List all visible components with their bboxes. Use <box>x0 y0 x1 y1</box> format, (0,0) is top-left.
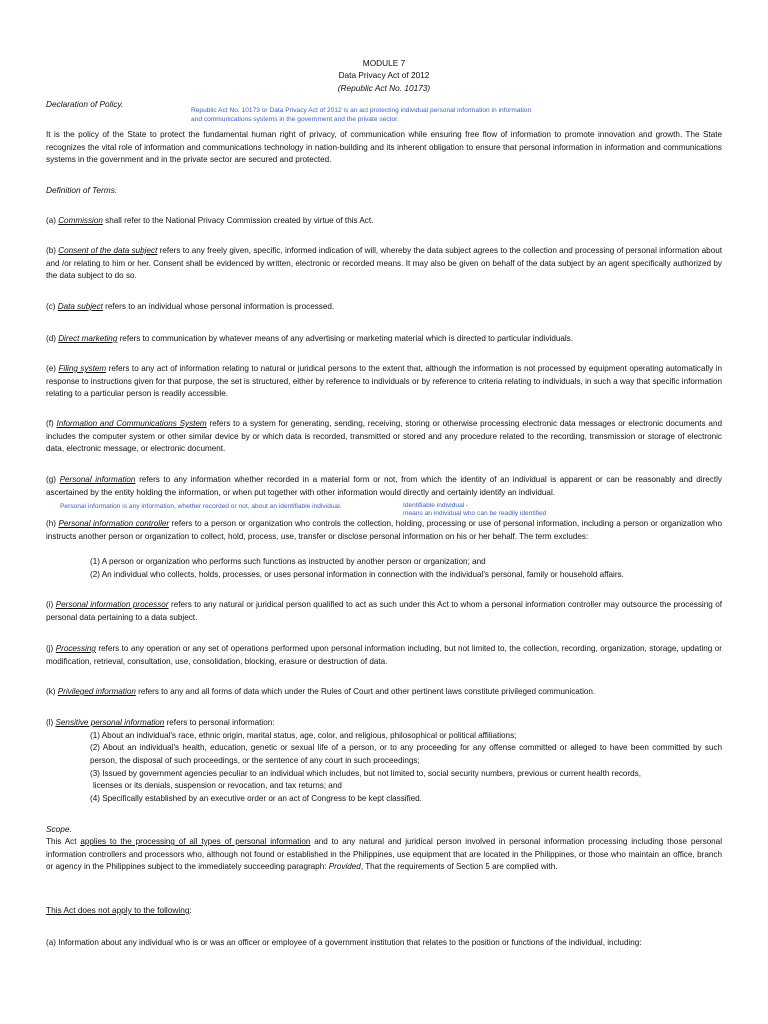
definition-k: (k) Privileged information refers to any and all forms of data which under the Rules of Court and other pertinent laws constitute privileged communication. <box>46 687 596 696</box>
identifiable-annotation-line2: means an individual who can be readily identified <box>403 510 547 517</box>
definition-l-item-3: (3) Issued by government agencies peculiar to an individual which includes, but not limited to, social security numbers, previous or current health records, <box>90 769 641 778</box>
term-filing-system: Filing system <box>58 364 107 373</box>
scope-heading: Scope. <box>46 824 72 834</box>
definition-a: (a) Commission shall refer to the National Privacy Commission created by virtue of this Act. <box>46 216 374 225</box>
personal-info-annotation: Personal information is any information, whether recorded or not, about an identifiable individual. <box>60 503 342 510</box>
definition-d: (d) Direct marketing refers to communication by whatever means of any advertising or marketing material which is directed to particular individuals. <box>46 334 573 343</box>
declaration-annotation-line1: Republic Act No. 10173 or Data Privacy Act of 2012 is an act protecting individual personal information in information <box>191 107 532 114</box>
term-commission: Commission <box>58 216 103 225</box>
definition-l-item-3-cont: licenses or its denials, suspension or revocation, and tax returns; and <box>93 781 342 790</box>
scope-underlined: applies to the processing of all types of personal information <box>80 837 311 846</box>
definition-l-item-4: (4) Specifically established by an executive order or an act of Congress to be kept classified. <box>90 794 422 803</box>
page-subtitle: (Republic Act No. 10173) <box>337 83 431 93</box>
definition-h: (h) Personal information controller refers to a person or organization who controls the collection, holding, processing or use of personal information, including a person or organization who instructs another person or organization to collect, hold, process, use, transfer or disclose personal information on his or her behalf. The term excludes: <box>46 519 722 541</box>
term-pic: Personal information controller <box>58 519 170 528</box>
definitions-heading: Definition of Terms. <box>46 185 118 195</box>
declaration-annotation-line2: and communications systems in the government and the private sector. <box>191 116 399 123</box>
identifiable-annotation-line1: Identifiable individual - <box>403 502 469 509</box>
definition-h-item-2: (2) An individual who collects, holds, processes, or uses personal information in connection with the individual's personal, family or household affairs. <box>90 570 624 579</box>
page-title: Data Privacy Act of 2012 <box>338 70 430 80</box>
definition-i: (i) Personal information processor refers to any natural or juridical person qualified to act as such under this Act to whom a personal information controller may outsource the processing of personal data pertaining to a data subject. <box>46 600 723 622</box>
definition-e: (e) Filing system refers to any act of information relating to natural or juridical persons to the extent that, although the information is not processed by equipment operating automatically in response to instructions given for that purpose, the set is structured, either by reference to individuals or by reference to criteria relating to individuals, in such a way that specific information relating to a particular person is readily accessible. <box>46 364 722 399</box>
term-direct-marketing: Direct marketing <box>58 334 118 343</box>
term-privileged-information: Privileged information <box>57 687 136 696</box>
definition-c: (c) Data subject refers to an individual whose personal information is processed. <box>46 302 335 311</box>
exclusions-heading: This Act does not apply to the following: <box>46 905 192 915</box>
definition-l-item-1: (1) About an individual's race, ethnic origin, marital status, age, color, and religious, philosophical or political affiliations; <box>90 731 517 740</box>
definition-g: (g) Personal information refers to any information whether recorded in a material form or not, from which the identity of an individual is apparent or can be reasonably and directly ascertained by the entity holding the information, or when put together with other information would directly and certainly identify an individual. <box>46 475 722 497</box>
declaration-text: It is the policy of the State to protect the fundamental human right of privacy, of communication while ensuring free flow of information to promote innovation and growth. The State recognizes the vital role of information and communications technology in nation-building and its inherent obligation to ensure that personal information in information and communications systems in the government and in the private sector are secured and protected. <box>46 130 722 165</box>
term-sensitive-information: Sensitive personal information <box>55 718 165 727</box>
declaration-heading: Declaration of Policy. <box>46 99 124 109</box>
term-data-subject: Data subject <box>57 302 103 311</box>
definition-b: (b) Consent of the data subject refers to any freely given, specific, informed indication of will, whereby the data subject agrees to the collection and processing of personal information about and /or relating to him or her. Consent shall be evidenced by written, electronic or recorded means. It may also be given on behalf of the data subject by an agent specifically authorized by the data subject to do so. <box>46 246 722 281</box>
definition-f: (f) Information and Communications System refers to a system for generating, sending, receiving, storing or otherwise processing electronic data messages or electronic documents and includes the computer system or other similar device by or which data is recorded, transmitted or stored and any procedure related to the recording, transmission or storage of electronic data, electronic message, or electronic document. <box>46 419 722 454</box>
definition-l: (l) Sensitive personal information refers to personal information: <box>46 718 275 727</box>
definition-l-item-2: (2) About an individual's health, education, genetic or sexual life of a person, or to any proceeding for any offense committed or alleged to have been committed by such person, the disposal of such proceedings, or the sentence of any court in such proceedings; <box>90 743 722 765</box>
term-personal-information: Personal information <box>59 475 136 484</box>
module-label: MODULE 7 <box>362 58 406 68</box>
term-pip: Personal information processor <box>55 600 169 609</box>
scope-text: This Act applies to the processing of all types of personal information and to any natural and juridical person involved in personal information processing including those personal information controllers and processors who, although not found or established in the Philippines, use equipment that are located in the Philippines, or those who maintain an office, branch or agency in the Philippines subject to the immediately succeeding paragraph: Provided, That the requirements of Section 5 are complied with. <box>46 837 723 872</box>
definition-j: (j) Processing refers to any operation or any set of operations performed upon personal information including, but not limited to, the collection, recording, organization, storage, updating or modification, retrieval, consultation, use, consolidation, blocking, erasure or destruction of data. <box>46 644 722 666</box>
term-ics: Information and Communications System <box>56 419 207 428</box>
term-consent: Consent of the data subject <box>58 246 158 255</box>
exclusion-a: (a) Information about any individual who is or was an officer or employee of a government institution that relates to the position or functions of the individual, including: <box>46 938 642 947</box>
term-processing: Processing <box>55 644 96 653</box>
definition-h-item-1: (1) A person or organization who performs such functions as instructed by another person or organization; and <box>90 557 486 566</box>
